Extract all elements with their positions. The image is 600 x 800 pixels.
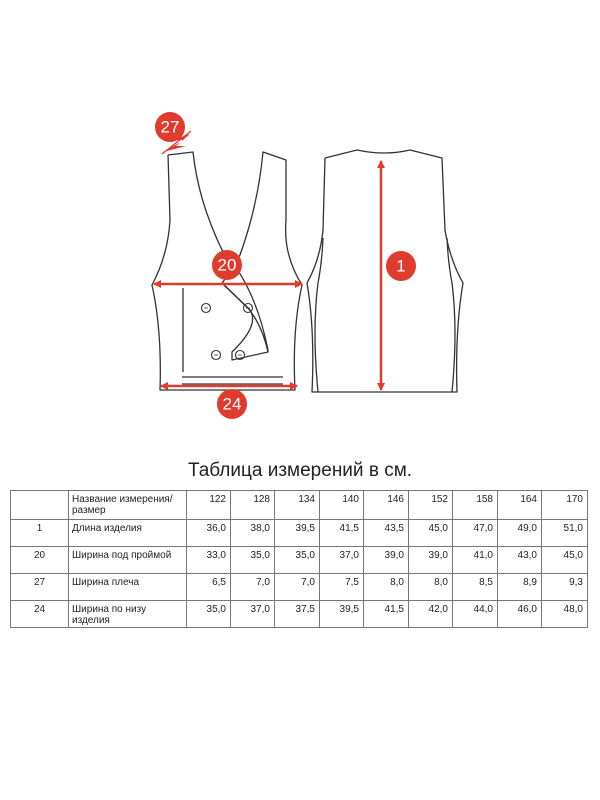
measurement-table bbox=[10, 490, 588, 628]
badge-24 bbox=[217, 389, 247, 419]
size-header: 128 bbox=[231, 491, 275, 520]
measurement-value: 42,0 bbox=[409, 601, 453, 628]
table-row bbox=[11, 601, 588, 628]
measurement-value: 8,5 bbox=[453, 574, 498, 601]
header-label: Название измерения/размер bbox=[69, 491, 187, 520]
measurement-value: 39,5 bbox=[275, 520, 320, 547]
measurement-value: 41,0 bbox=[453, 547, 498, 574]
measurement-value: 45,0 bbox=[542, 547, 588, 574]
measurement-value: 39,0 bbox=[364, 547, 409, 574]
table-row bbox=[11, 547, 588, 574]
measurement-name: Длина изделия bbox=[69, 520, 187, 547]
measurement-value: 48,0 bbox=[542, 601, 588, 628]
row-number: 27 bbox=[11, 574, 69, 601]
svg-text:1: 1 bbox=[396, 256, 406, 276]
table-header-row bbox=[11, 491, 588, 520]
badge-20 bbox=[212, 250, 242, 280]
measurement-value: 46,0 bbox=[498, 601, 542, 628]
header-num-cell bbox=[11, 491, 69, 520]
measurement-value: 38,0 bbox=[231, 520, 275, 547]
svg-text:20: 20 bbox=[217, 255, 237, 275]
size-header: 164 bbox=[498, 491, 542, 520]
measurement-value: 9,3 bbox=[542, 574, 588, 601]
measurement-value: 8,0 bbox=[409, 574, 453, 601]
measurement-value: 49,0 bbox=[498, 520, 542, 547]
measurement-name: Ширина под проймой bbox=[69, 547, 187, 574]
measurement-value: 37,0 bbox=[320, 547, 364, 574]
measurement-value: 7,5 bbox=[320, 574, 364, 601]
measurement-name: Ширина по низу изделия bbox=[69, 601, 187, 628]
svg-text:24: 24 bbox=[222, 394, 242, 414]
measurement-value: 35,0 bbox=[187, 601, 231, 628]
measurement-value: 51,0 bbox=[542, 520, 588, 547]
row-number: 24 bbox=[11, 601, 69, 628]
measurement-arrows bbox=[154, 161, 381, 390]
size-header: 158 bbox=[453, 491, 498, 520]
table-title: Таблица измерений в см. bbox=[187, 460, 413, 481]
measurement-value: 41,5 bbox=[320, 520, 364, 547]
size-header: 134 bbox=[275, 491, 320, 520]
size-header: 140 bbox=[320, 491, 364, 520]
badge-1 bbox=[386, 251, 416, 281]
measurement-value: 6,5 bbox=[187, 574, 231, 601]
measurement-value: 8,0 bbox=[364, 574, 409, 601]
measurement-value: 7,0 bbox=[275, 574, 320, 601]
measurement-value: 8,9 bbox=[498, 574, 542, 601]
svg-text:27: 27 bbox=[160, 117, 180, 137]
measurement-value: 45,0 bbox=[409, 520, 453, 547]
measurement-value: 37,0 bbox=[231, 601, 275, 628]
badge-27 bbox=[155, 112, 185, 142]
measurement-value: 35,0 bbox=[275, 547, 320, 574]
table-row bbox=[11, 574, 588, 601]
row-number: 1 bbox=[11, 520, 69, 547]
vest-back-view bbox=[307, 150, 463, 392]
measurement-value: 7,0 bbox=[231, 574, 275, 601]
size-header: 152 bbox=[409, 491, 453, 520]
size-header: 146 bbox=[364, 491, 409, 520]
measurement-value: 36,0 bbox=[187, 520, 231, 547]
row-number: 20 bbox=[11, 547, 69, 574]
measurement-value: 47,0 bbox=[453, 520, 498, 547]
measurement-value: 39,5 bbox=[320, 601, 364, 628]
measurement-value: 39,0 bbox=[409, 547, 453, 574]
table-row bbox=[11, 520, 588, 547]
measurement-value: 37,5 bbox=[275, 601, 320, 628]
measurement-value: 41,5 bbox=[364, 601, 409, 628]
size-header: 122 bbox=[187, 491, 231, 520]
measurement-value: 35,0 bbox=[231, 547, 275, 574]
measurement-value: 44,0 bbox=[453, 601, 498, 628]
measurement-value: 33,0 bbox=[187, 547, 231, 574]
size-header: 170 bbox=[542, 491, 588, 520]
measurement-name: Ширина плеча bbox=[69, 574, 187, 601]
measurement-value: 43,0 bbox=[498, 547, 542, 574]
measurement-value: 43,5 bbox=[364, 520, 409, 547]
button-marks bbox=[204, 308, 250, 355]
